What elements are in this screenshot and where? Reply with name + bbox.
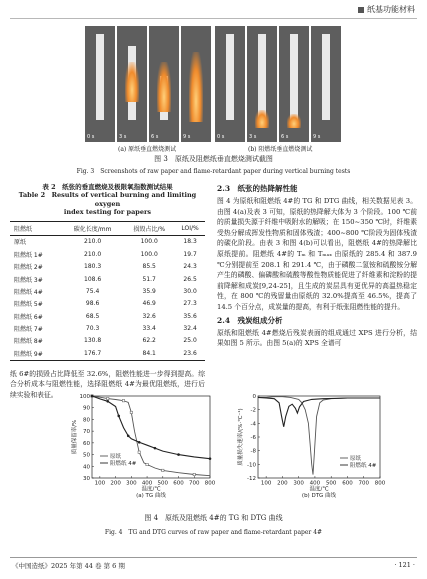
column-header: 损毁占比/%	[123, 221, 175, 235]
table-cell: 阻燃纸 6#	[14, 313, 43, 321]
figure4-svg	[70, 392, 390, 500]
dtg-chart	[236, 394, 386, 499]
data-point	[130, 411, 132, 413]
table-row	[10, 310, 205, 322]
table-row	[10, 248, 205, 260]
left-column	[10, 183, 205, 400]
table-cell: 176.7	[62, 347, 123, 360]
table-cell: 25.0	[183, 337, 197, 345]
raw-paper-photo-group	[85, 26, 211, 142]
section-2-3-heading: 2.3 纸张的热降解性能	[217, 184, 298, 193]
table-cell: 阻燃纸 1#	[14, 251, 43, 259]
y-tick-label: 60	[83, 440, 90, 447]
x-tick-label: 100	[260, 480, 272, 487]
photo-time-label: 3 s	[119, 134, 127, 140]
x-tick-label: 200	[277, 480, 288, 487]
table-cell: 84.1	[123, 347, 175, 360]
section-2-3-body: 图 4 为原纸和阻燃纸 4#的 TG 和 DTG 曲线，相关数据见表 3。由图 4(a)及表 3 可知，原纸的热降解大体为 3 个阶段。100 ℃前的质量损失源于纤维中吸附水的解吸；在 150~350 ℃时，纤维素受热分解成挥发性物质和固体残渣；400~800 ℃阶段为固体残渣的碳化阶段。由表 3 和图 4(b)可以看出，阻燃纸 4#的热降解比原纸提前。阻燃纸 4#的 Tₘ 和 Tₘₐₓ 由原纸的 285.4 和 387.9 ℃分别提前至 208.1 和 291.4 ℃，由于磷酸二氢铵和硫酸铵分解产生的磷酸、偏磷酸和硫酸等酸性物质能促进了纤维素和淀粉的提前降解和成炭[9,24-25]，且生成的炭层具有更优异的高温热稳定性，在 800 ℃的残留量由原纸的 32.0%提高至 46.5%，提高了 14.5 个百分点，成炭量的提高，有利于纸张阻燃性能的提升。	[217, 197, 417, 311]
data-point	[122, 399, 124, 401]
data-point	[117, 415, 120, 418]
table-cell: 130.8	[84, 337, 102, 345]
column-header: 阻燃纸	[10, 221, 62, 235]
table-cell: 27.3	[183, 300, 197, 308]
data-point	[91, 395, 94, 398]
y-tick-label: -4	[250, 421, 256, 428]
x-tick-label: 600	[342, 480, 353, 487]
x-axis-label: 温度/℃	[141, 486, 161, 493]
table-row	[10, 347, 205, 360]
table-header-row	[10, 221, 205, 235]
figure3-caption-b: (b) 阻燃纸垂直燃烧测试	[248, 146, 313, 153]
x-tick-label: 800	[374, 480, 386, 487]
y-tick-label: -12	[247, 476, 256, 482]
table-row	[10, 335, 205, 347]
photo-time-label: 6 s	[151, 134, 159, 140]
table-cell: 35.9	[142, 287, 156, 295]
burning-photo	[117, 26, 147, 142]
legend-label: 阻燃纸 4#	[110, 461, 137, 467]
table-cell: 阻燃纸 4#	[14, 288, 43, 296]
x-tick-label: 500	[157, 480, 169, 487]
flame	[189, 52, 202, 122]
y-axis-label: 质量损失速率/(%·℃⁻¹)	[238, 408, 244, 466]
figure3-caption-a: (a) 原纸垂直燃烧测试	[118, 146, 177, 153]
table-cell: 19.7	[183, 250, 197, 258]
table-cell: 33.4	[142, 325, 156, 333]
x-tick-label: 400	[309, 480, 321, 487]
photo-time-label: 0 s	[87, 134, 95, 140]
burning-photo	[215, 26, 245, 142]
table-cell: 阻燃纸 3#	[14, 276, 43, 284]
table-cell: 108.6	[84, 275, 102, 283]
table-cell: 26.5	[183, 275, 197, 283]
paper-strip	[258, 34, 265, 120]
x-tick-label: 100	[94, 480, 106, 487]
table-cell: 70.3	[85, 325, 100, 333]
table-cell: 原纸	[14, 239, 27, 247]
series-line	[258, 397, 380, 426]
table-row	[10, 235, 205, 248]
table-cell: 阻燃纸 8#	[14, 338, 43, 346]
data-point	[138, 451, 140, 453]
figure3-title-en: Fig. 3 Screenshots of raw paper and flame-retardant paper during vertical burning tests	[76, 168, 351, 175]
data-point	[193, 473, 195, 475]
data-point	[146, 463, 148, 465]
footer-page-number: · 121 ·	[394, 561, 415, 569]
x-tick-label: 300	[293, 480, 304, 487]
y-tick-label: 50	[83, 452, 90, 459]
photo-time-label: 9 s	[313, 134, 321, 140]
journal-section-label: 纸基功能材料	[367, 5, 415, 14]
column-header: LOI/%	[175, 221, 205, 235]
table-row	[10, 273, 205, 285]
y-tick-label: 100	[79, 394, 90, 400]
y-tick-label: 40	[83, 464, 90, 471]
y-axis-label: 质量保留率/%	[72, 419, 78, 455]
tg-chart	[70, 394, 216, 499]
x-tick-label: 200	[110, 480, 121, 487]
data-point	[209, 457, 212, 460]
flame	[157, 62, 170, 112]
table-cell: 35.6	[183, 312, 197, 320]
y-tick-label: -2	[250, 407, 256, 414]
figure4-title-cn: 图 4 原纸及阻燃纸 4#的 TG 和 DTG 曲线	[144, 514, 283, 522]
figure4-charts	[70, 392, 390, 500]
burning-photo	[85, 26, 115, 142]
table-cell: 210.0	[84, 250, 102, 258]
data-point	[138, 441, 141, 444]
y-tick-label: 0	[252, 394, 256, 400]
x-tick-label: 700	[189, 480, 200, 487]
table2-title-en-2: index testing for papers	[63, 208, 152, 217]
data-point	[106, 400, 109, 403]
y-tick-label: -8	[250, 448, 256, 455]
table-cell: 62.2	[142, 337, 156, 345]
photo-time-label: 0 s	[217, 134, 225, 140]
y-tick-label: -6	[250, 435, 256, 441]
table-cell: 18.3	[183, 238, 197, 246]
footer-journal-issue: 《中国造纸》2025 年第 44 卷 第 6 期	[12, 562, 125, 570]
section-square-icon	[358, 7, 364, 13]
header-rule	[10, 18, 417, 19]
table-cell: 32.4	[183, 325, 197, 333]
table-cell: 210.0	[84, 238, 102, 246]
table-row	[10, 285, 205, 297]
data-point	[107, 397, 109, 399]
table2	[10, 221, 205, 361]
data-point	[154, 447, 157, 450]
table-cell: 24.3	[183, 263, 197, 271]
table-cell: 阻燃纸 9#	[10, 347, 62, 360]
paper-strip	[290, 34, 297, 120]
burning-photos	[85, 26, 341, 142]
table-cell: 阻燃纸 7#	[14, 326, 43, 334]
paper-strip	[322, 34, 329, 120]
data-point	[127, 435, 130, 438]
table-cell: 23.6	[175, 347, 205, 360]
flame	[255, 110, 268, 128]
section-2-4-heading: 2.4 残炭组成分析	[217, 315, 283, 325]
photo-time-label: 9 s	[183, 134, 191, 140]
y-tick-label: 80	[83, 417, 90, 424]
burning-photo	[247, 26, 277, 142]
flame	[125, 62, 138, 102]
y-tick-label: 70	[83, 429, 90, 436]
data-point	[162, 469, 164, 471]
right-column	[217, 183, 417, 349]
figure4-title-en: Fig. 4 TG and DTG curves of raw paper and flame-retardant paper 4#	[104, 529, 323, 536]
section-2-4-body: 原纸和阻燃纸 4#燃烧后残炭表面的组成通过 XPS 进行分析，结果如图 5 所示。由图 5(a)的 XPS 全谱可	[217, 328, 417, 348]
table-cell: 51.7	[142, 275, 156, 283]
left-paragraph: 纸 6#的损毁占比降低至 32.6%，阻燃性能进一步得到提高。综合分析成本与阻燃性能，选择阻燃纸 4#为最优阻燃纸，进行后续实验和表征。	[10, 369, 205, 399]
table2-title-cn: 表 2 纸张的垂直燃烧及极限氧指数测试结果	[42, 183, 173, 191]
table-cell: 46.9	[142, 300, 156, 308]
table-cell: 85.5	[142, 263, 156, 271]
table-cell: 180.3	[84, 263, 102, 271]
chart-subtitle: (b) DTG 曲线	[301, 493, 337, 499]
series-line	[92, 396, 210, 459]
table-cell: 30.0	[183, 287, 197, 295]
table-cell: 98.6	[85, 300, 100, 308]
x-tick-label: 700	[358, 480, 369, 487]
flame-retardant-photo-group	[215, 26, 341, 142]
flame	[287, 114, 300, 128]
photo-time-label: 3 s	[249, 134, 257, 140]
x-tick-label: 500	[325, 480, 337, 487]
figure3-title-cn: 图 3 原纸及阻燃纸垂直燃烧测试截图	[154, 155, 273, 163]
column-header: 碳化长度/mm	[62, 221, 123, 235]
y-tick-label: -10	[247, 462, 256, 469]
table-row	[10, 322, 205, 334]
burning-photo	[279, 26, 309, 142]
chart-subtitle: (a) TG 曲线	[136, 493, 166, 499]
table-cell: 100.0	[140, 250, 158, 258]
table-cell: 68.5	[85, 312, 100, 320]
legend-label: 阻燃纸 4#	[350, 463, 377, 469]
burning-photo	[181, 26, 211, 142]
legend-label: 原纸	[110, 454, 122, 460]
legend-label: 原纸	[350, 456, 362, 462]
table-cell: 100.0	[140, 238, 158, 246]
burning-photo	[149, 26, 179, 142]
y-tick-label: 90	[83, 405, 90, 412]
table2-title-en-1: Table 2 Results of vertical burning and limiting oxygen	[18, 191, 197, 208]
table-cell: 75.4	[85, 287, 100, 295]
table-cell: 阻燃纸 5#	[14, 301, 43, 309]
journal-section-tag	[358, 4, 415, 15]
x-tick-label: 300	[126, 480, 137, 487]
burning-photo	[311, 26, 341, 142]
data-point	[177, 453, 180, 456]
x-axis-label: 温度/℃	[309, 486, 329, 493]
x-tick-label: 800	[204, 480, 216, 487]
photo-time-label: 6 s	[281, 134, 289, 140]
table-cell: 阻燃纸 2#	[14, 264, 43, 272]
table-row	[10, 298, 205, 310]
paper-strip	[226, 34, 233, 120]
paper-strip	[96, 34, 103, 120]
table-row	[10, 261, 205, 273]
x-tick-label: 600	[173, 480, 184, 487]
table-cell: 32.6	[142, 312, 156, 320]
y-tick-label: 30	[83, 476, 90, 482]
footer-rule	[10, 557, 417, 558]
x-tick-label: 400	[141, 480, 153, 487]
